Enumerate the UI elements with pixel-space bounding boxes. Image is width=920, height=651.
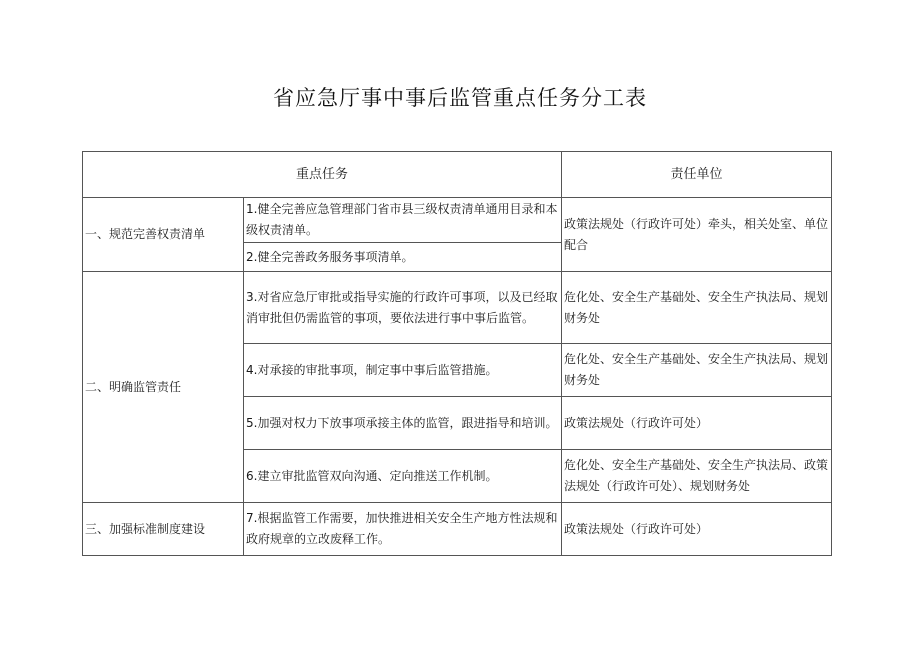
task-cell: 4.对承接的审批事项，制定事中事后监管措施。 xyxy=(244,344,562,397)
task-cell: 5.加强对权力下放事项承接主体的监管，跟进指导和培训。 xyxy=(244,397,562,450)
task-division-table xyxy=(82,151,832,556)
department-cell: 危化处、安全生产基础处、安全生产执法局、政策法规处（行政许可处）、规划财务处 xyxy=(562,450,832,503)
header-responsible-unit: 责任单位 xyxy=(562,152,832,198)
category-cell: 一、规范完善权责清单 xyxy=(83,198,244,272)
task-cell: 3.对省应急厅审批或指导实施的行政许可事项，以及已经取消审批但仍需监管的事项，要依法进行事中事后监管。 xyxy=(244,272,562,344)
table-row xyxy=(83,272,832,344)
table-header-row xyxy=(83,152,832,198)
task-cell: 7.根据监管工作需要，加快推进相关安全生产地方性法规和政府规章的立改废释工作。 xyxy=(244,503,562,556)
department-cell: 危化处、安全生产基础处、安全生产执法局、规划财务处 xyxy=(562,344,832,397)
department-cell: 政策法规处（行政许可处） xyxy=(562,503,832,556)
table-row xyxy=(83,503,832,556)
task-cell: 2.健全完善政务服务事项清单。 xyxy=(244,243,562,272)
category-cell: 三、加强标准制度建设 xyxy=(83,503,244,556)
department-cell: 政策法规处（行政许可处）牵头，相关处室、单位配合 xyxy=(562,198,832,272)
header-key-task: 重点任务 xyxy=(83,152,562,198)
page-title: 省应急厅事中事后监管重点任务分工表 xyxy=(273,86,647,110)
department-cell: 危化处、安全生产基础处、安全生产执法局、规划财务处 xyxy=(562,272,832,344)
table-row xyxy=(83,198,832,243)
category-cell: 二、明确监管责任 xyxy=(83,272,244,503)
task-cell: 1.健全完善应急管理部门省市县三级权责清单通用目录和本级权责清单。 xyxy=(244,198,562,243)
department-cell: 政策法规处（行政许可处） xyxy=(562,397,832,450)
task-cell: 6.建立审批监管双向沟通、定向推送工作机制。 xyxy=(244,450,562,503)
